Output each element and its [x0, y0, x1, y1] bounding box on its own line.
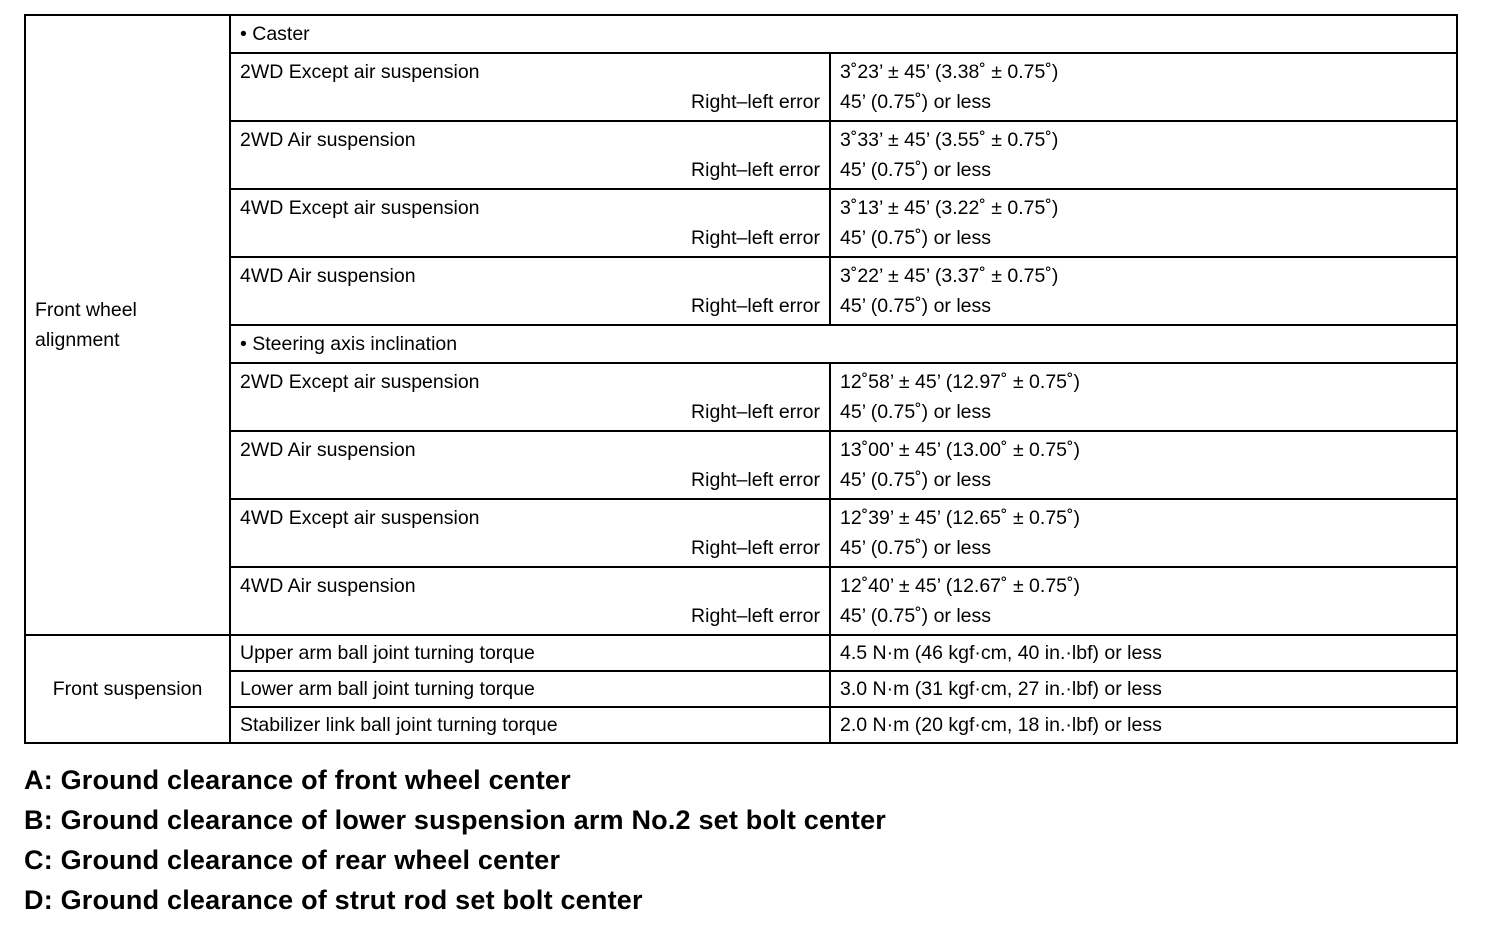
spec-value-cell	[830, 567, 1457, 635]
table-row	[25, 635, 1457, 671]
spec-error: 45’ (0.75˚) or less	[840, 295, 992, 317]
table-row	[25, 189, 1457, 257]
table-row	[25, 431, 1457, 499]
spec-item-name: 2WD Air suspension	[240, 128, 416, 151]
caster-header-row	[25, 15, 1457, 53]
spec-item-name: Stabilizer link ball joint turning torque	[230, 707, 830, 743]
table-row	[25, 499, 1457, 567]
spec-item-cell	[230, 567, 830, 635]
table-row	[25, 671, 1457, 707]
note-c: C: Ground clearance of rear wheel center	[24, 845, 561, 875]
spec-value-cell	[830, 499, 1457, 567]
spec-item-sub: Right–left error	[691, 295, 820, 317]
spec-error: 45’ (0.75˚) or less	[840, 227, 992, 249]
spec-item-name: 2WD Air suspension	[240, 438, 416, 461]
spec-item-sub: Right–left error	[691, 227, 820, 249]
spec-item-cell	[230, 189, 830, 257]
spec-item-name: 2WD Except air suspension	[240, 370, 480, 393]
spec-value: 12˚39’ ± 45’ (12.65˚ ± 0.75˚)	[840, 506, 1080, 529]
spec-item-name: 4WD Air suspension	[240, 574, 416, 597]
table-row	[25, 567, 1457, 635]
spec-item-name: Lower arm ball joint turning torque	[230, 671, 830, 707]
spec-error: 45’ (0.75˚) or less	[840, 605, 992, 627]
spec-item-sub: Right–left error	[691, 401, 820, 423]
spec-error: 45’ (0.75˚) or less	[840, 159, 992, 181]
table-row	[25, 257, 1457, 325]
spec-value: 3˚23’ ± 45’ (3.38˚ ± 0.75˚)	[840, 60, 1059, 83]
spec-item-cell	[230, 499, 830, 567]
spec-item-name: 4WD Except air suspension	[240, 506, 480, 529]
note-d: D: Ground clearance of strut rod set bolt center	[24, 885, 643, 915]
spec-item-sub: Right–left error	[691, 159, 820, 181]
spec-item-cell	[230, 53, 830, 121]
table-row	[25, 53, 1457, 121]
spec-error: 45’ (0.75˚) or less	[840, 469, 992, 491]
spec-item-cell	[230, 431, 830, 499]
spec-item-sub: Right–left error	[691, 605, 820, 627]
spec-value: 3.0 N·m (31 kgf·cm, 27 in.·lbf) or less	[830, 671, 1457, 707]
spec-item-name: 4WD Air suspension	[240, 264, 416, 287]
spec-value: 13˚00’ ± 45’ (13.00˚ ± 0.75˚)	[840, 438, 1080, 461]
caster-header: • Caster	[230, 15, 1457, 53]
spec-value: 2.0 N·m (20 kgf·cm, 18 in.·lbf) or less	[830, 707, 1457, 743]
spec-item-name: 4WD Except air suspension	[240, 196, 480, 219]
spec-item-sub: Right–left error	[691, 537, 820, 559]
table-row	[25, 363, 1457, 431]
spec-value: 12˚40’ ± 45’ (12.67˚ ± 0.75˚)	[840, 574, 1080, 597]
steering-axis-header: • Steering axis inclination	[230, 325, 1457, 363]
spec-value-cell	[830, 431, 1457, 499]
spec-item-name: Upper arm ball joint turning torque	[230, 635, 830, 671]
spec-item-cell	[230, 257, 830, 325]
spec-item-name: 2WD Except air suspension	[240, 60, 480, 83]
table-row	[25, 707, 1457, 743]
front-suspension-label: Front suspension	[25, 635, 230, 743]
spec-error: 45’ (0.75˚) or less	[840, 91, 992, 113]
ground-clearance-notes	[24, 760, 886, 920]
spec-value-cell	[830, 363, 1457, 431]
specification-table	[24, 14, 1458, 744]
table-row	[25, 121, 1457, 189]
spec-value: 3˚22’ ± 45’ (3.37˚ ± 0.75˚)	[840, 264, 1059, 287]
spec-item-sub: Right–left error	[691, 469, 820, 491]
note-a: A: Ground clearance of front wheel center	[24, 765, 571, 795]
spec-item-cell	[230, 363, 830, 431]
spec-value: 3˚33’ ± 45’ (3.55˚ ± 0.75˚)	[840, 128, 1059, 151]
spec-value-cell	[830, 257, 1457, 325]
steering-header-row	[25, 325, 1457, 363]
spec-value: 12˚58’ ± 45’ (12.97˚ ± 0.75˚)	[840, 370, 1080, 393]
spec-item-cell	[230, 121, 830, 189]
spec-value-cell	[830, 189, 1457, 257]
front-wheel-alignment-label: Front wheel alignment	[35, 298, 137, 351]
spec-error: 45’ (0.75˚) or less	[840, 537, 992, 559]
spec-item-sub: Right–left error	[691, 91, 820, 113]
spec-value-cell	[830, 121, 1457, 189]
spec-value-cell	[830, 53, 1457, 121]
front-wheel-alignment-label-cell	[25, 15, 230, 635]
spec-error: 45’ (0.75˚) or less	[840, 401, 992, 423]
spec-value: 3˚13’ ± 45’ (3.22˚ ± 0.75˚)	[840, 196, 1059, 219]
note-b: B: Ground clearance of lower suspension arm No.2 set bolt center	[24, 805, 886, 835]
spec-value: 4.5 N·m (46 kgf·cm, 40 in.·lbf) or less	[830, 635, 1457, 671]
